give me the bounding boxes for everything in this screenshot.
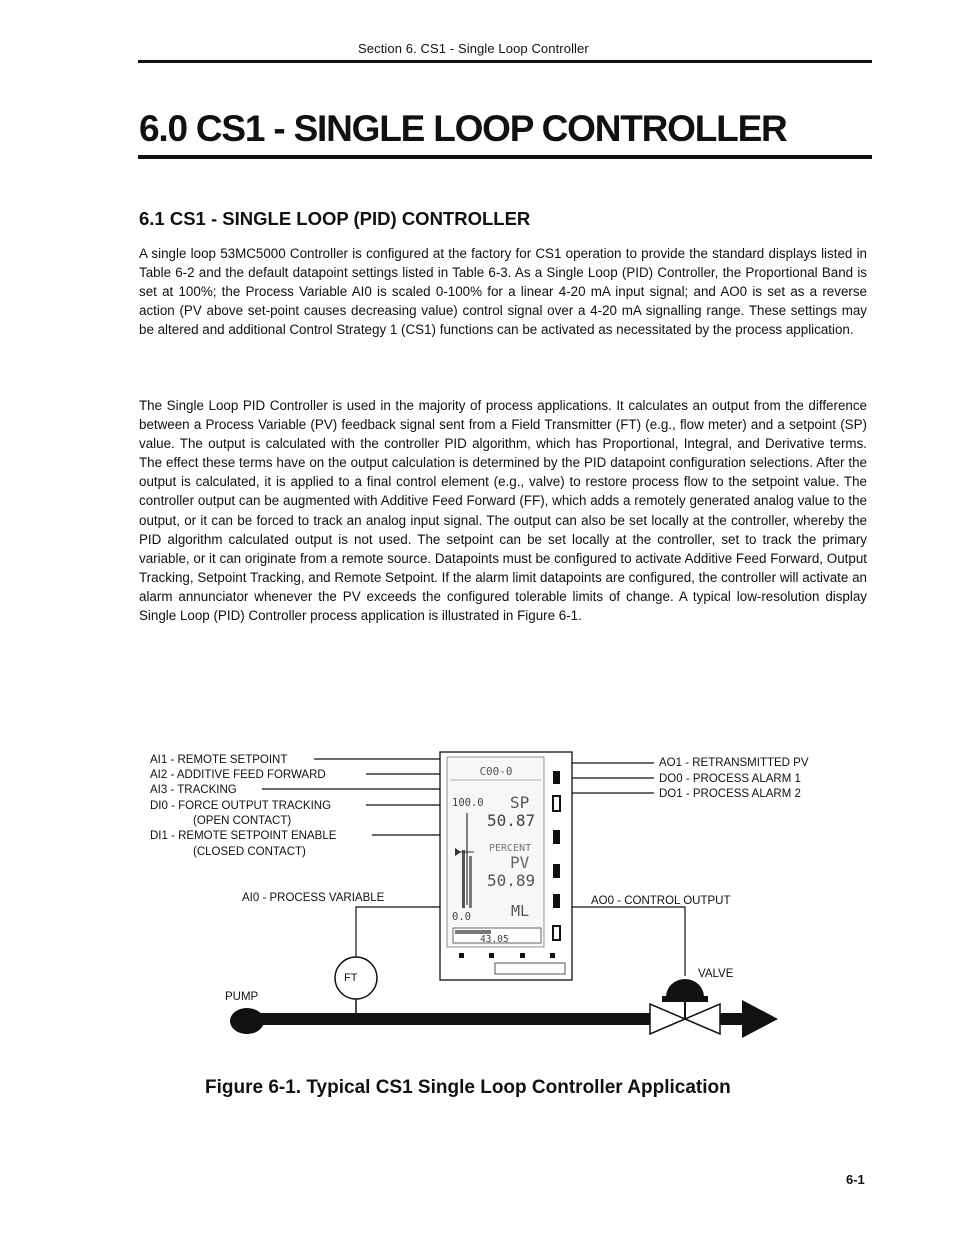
output-signal-line: [572, 907, 685, 976]
label-ai0: AI0 - PROCESS VARIABLE: [242, 892, 385, 904]
display-bar-top: 100.0: [452, 797, 484, 809]
display-pv-label: PV: [510, 853, 530, 872]
right-io-lines: [572, 763, 654, 793]
section-title: 6.1 CS1 - SINGLE LOOP (PID) CONTROLLER: [139, 208, 531, 229]
page-number: 6-1: [846, 1172, 865, 1187]
chapter-title: 6.0 CS1 - SINGLE LOOP CONTROLLER: [139, 108, 787, 149]
label-ao0: AO0 - CONTROL OUTPUT: [591, 895, 731, 907]
faceplate-tag-window: [495, 963, 565, 974]
ft-label: FT: [344, 972, 358, 984]
label-do0: DO0 - PROCESS ALARM 1: [659, 773, 801, 785]
key-up: [553, 796, 560, 811]
valve-label: VALVE: [698, 968, 734, 980]
display-units: PERCENT: [489, 843, 532, 854]
display-sp-label: SP: [510, 793, 530, 812]
control-valve-icon: [650, 979, 720, 1034]
display-sp-value: 50.87: [487, 811, 536, 830]
label-ao1: AO1 - RETRANSMITTED PV: [659, 757, 809, 769]
intro-paragraph: A single loop 53MC5000 Controller is configured at the factory for CS1 operation to provide the standard displays listed in Table 6-2 and the default datapoint settings listed in Table 6-3. As a Single Loop (PID) Controller, the Proportional Band is set at 100%; the Process Variable AI0 is scaled 0-100% for a linear 4-20 mA input signal; and AO0 is set as a reverse action (PV above set-point causes decreasing value) control signal over a 4-20 mA signalling range. These settings may be altered and additional Control Strategy 1 (CS1) functions can be activated as necessitated by the process application.: [139, 246, 867, 338]
label-di1: DI1 - REMOTE SETPOINT ENABLE: [150, 830, 337, 842]
label-ai1: AI1 - REMOTE SETPOINT: [150, 754, 288, 766]
label-di1-note: (CLOSED CONTACT): [193, 846, 306, 858]
pump-label: PUMP: [225, 991, 259, 1003]
controller-faceplate: [440, 752, 572, 980]
process-pipe: [244, 1013, 650, 1025]
figure-caption: Figure 6-1. Typical CS1 Single Loop Controller Application: [205, 1077, 731, 1098]
display-mode: ML: [511, 902, 530, 920]
right-io-labels: [659, 757, 809, 800]
label-ai3: AI3 - TRACKING: [150, 784, 237, 796]
display-pv-value: 50.89: [487, 871, 536, 890]
key-2: [553, 830, 560, 844]
flow-arrow-icon: [742, 1000, 778, 1038]
key-1: [553, 771, 560, 784]
label-di0: DI0 - FORCE OUTPUT TRACKING: [150, 800, 332, 812]
label-ai2: AI2 - ADDITIVE FEED FORWARD: [150, 769, 326, 781]
key-down: [553, 926, 560, 940]
display-output-value: 43.05: [480, 934, 509, 945]
pv-signal-line: [356, 907, 440, 958]
label-do1: DO1 - PROCESS ALARM 2: [659, 788, 801, 800]
key-4: [553, 894, 560, 908]
key-3: [553, 864, 560, 878]
display-bar-bottom: 0.0: [452, 911, 471, 923]
running-header: Section 6. CS1 - Single Loop Controller: [358, 41, 589, 56]
left-io-labels: [150, 754, 337, 858]
label-di0-note: (OPEN CONTACT): [193, 815, 292, 827]
pid-paragraph: The Single Loop PID Controller is used in the majority of process applications. It calculates an output from the difference between a Process Variable (PV) feedback signal sent from a Field Transmitter (FT) (e.g., flow meter) and a setpoint (SP) value. The output is calculated with the controller PID algorithm, which has Proportional, Integral, and Derivative terms. The effect these terms have on the output calculation is determined by the PID datapoint configuration selections. After the output is calculated, it is applied to a final control element (e.g., valve) to restore process flow to the setpoint value. The controller output can be augmented with Additive Feed Forward (FF), which adds a remotely generated analog value to the output, or it can be forced to track an analog input signal. The output can also be set locally at the controller, whereby the PID algorithm calculated output is not used. The setpoint can be set locally at the controller, set to track the primary variable, or it can originate from a remote source. Datapoints must be configured to activate Additive Feed Forward, Output Tracking, Setpoint Tracking, and Remote Setpoint. If the alarm limit datapoints are configured, the controller will activate an alarm annunciator whenever the PV exceeds the configured tolerable limits of change. A typical low-resolution display Single Loop (PID) Controller process application is illustrated in Figure 6-1.: [139, 398, 867, 624]
display-tag: C00-0: [479, 765, 513, 778]
